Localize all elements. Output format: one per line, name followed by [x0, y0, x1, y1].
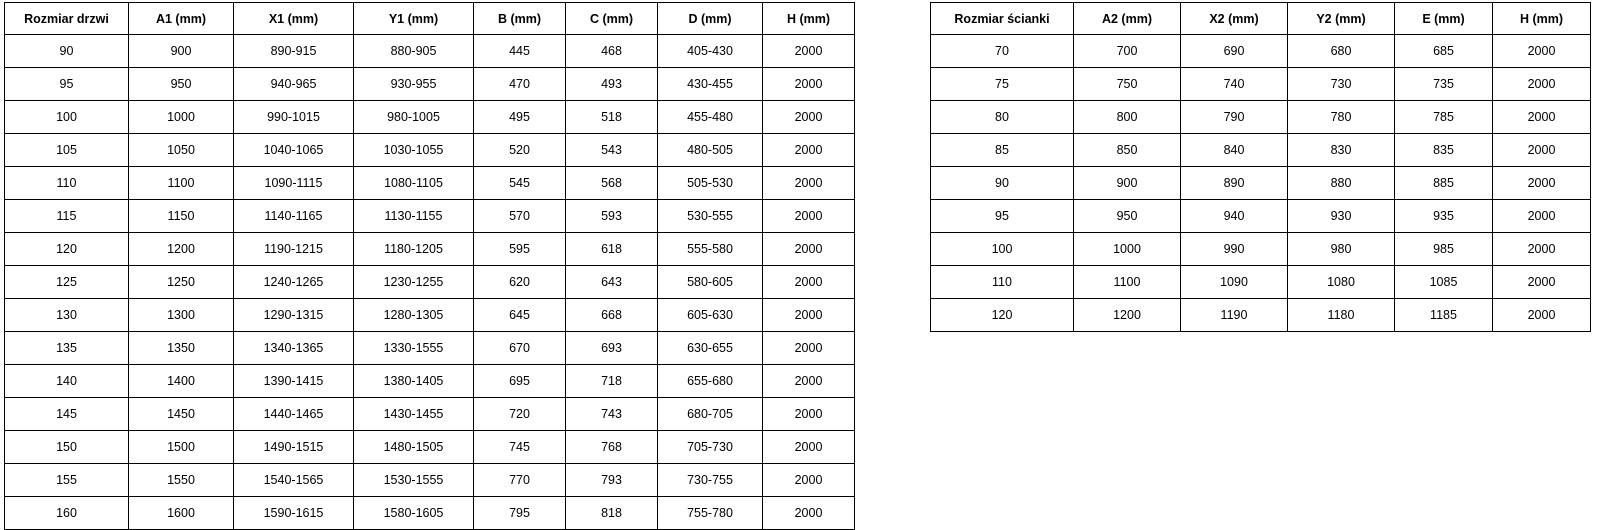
cell: 2000 [763, 266, 855, 299]
cell: 468 [566, 35, 658, 68]
cell: 1200 [129, 233, 234, 266]
cell: 593 [566, 200, 658, 233]
cell: 770 [474, 464, 566, 497]
cell: 1600 [129, 497, 234, 530]
cell: 580-605 [658, 266, 763, 299]
cell: 950 [129, 68, 234, 101]
table-row [5, 365, 855, 398]
cell: 880 [1288, 167, 1395, 200]
table-row [5, 332, 855, 365]
table-row [5, 134, 855, 167]
cell: 880-905 [354, 35, 474, 68]
cell: 1190 [1181, 299, 1288, 332]
cell: 2000 [763, 167, 855, 200]
table-row [5, 431, 855, 464]
table-row [931, 35, 1591, 68]
cell: 935 [1395, 200, 1493, 233]
cell: 1090 [1181, 266, 1288, 299]
table-row [5, 35, 855, 68]
cell: 1100 [129, 167, 234, 200]
cell: 705-730 [658, 431, 763, 464]
cell: 793 [566, 464, 658, 497]
cell: 493 [566, 68, 658, 101]
cell: 90 [5, 35, 129, 68]
cell: 110 [5, 167, 129, 200]
cell: 1240-1265 [234, 266, 354, 299]
cell: 643 [566, 266, 658, 299]
cell: 543 [566, 134, 658, 167]
cell: 695 [474, 365, 566, 398]
table-row [5, 200, 855, 233]
table-row [931, 200, 1591, 233]
cell: 1380-1405 [354, 365, 474, 398]
cell: 1530-1555 [354, 464, 474, 497]
cell: 768 [566, 431, 658, 464]
cell: 630-655 [658, 332, 763, 365]
cell: 2000 [1493, 233, 1591, 266]
cell: 1140-1165 [234, 200, 354, 233]
cell: 568 [566, 167, 658, 200]
cell: 740 [1181, 68, 1288, 101]
table-row [5, 299, 855, 332]
walls-table-header [931, 3, 1591, 35]
cell: 80 [931, 101, 1074, 134]
column-header-b: B (mm) [474, 3, 566, 35]
column-header-h: H (mm) [1493, 3, 1591, 35]
cell: 1580-1605 [354, 497, 474, 530]
cell: 555-580 [658, 233, 763, 266]
cell: 100 [5, 101, 129, 134]
table-row [931, 266, 1591, 299]
cell: 1080 [1288, 266, 1395, 299]
cell: 1030-1055 [354, 134, 474, 167]
doors-dimensions-table-container [4, 2, 855, 530]
cell: 160 [5, 497, 129, 530]
table-row [5, 233, 855, 266]
cell: 1490-1515 [234, 431, 354, 464]
cell: 1040-1065 [234, 134, 354, 167]
cell: 2000 [763, 365, 855, 398]
column-header-rozmiar-drzwi: Rozmiar drzwi [5, 3, 129, 35]
cell: 950 [1074, 200, 1181, 233]
cell: 105 [5, 134, 129, 167]
cell: 1130-1155 [354, 200, 474, 233]
doors-dimensions-table [4, 2, 855, 530]
table-row [5, 266, 855, 299]
table-row [931, 68, 1591, 101]
cell: 990-1015 [234, 101, 354, 134]
cell: 120 [5, 233, 129, 266]
column-header-y2: Y2 (mm) [1288, 3, 1395, 35]
cell: 690 [1181, 35, 1288, 68]
column-header-y1: Y1 (mm) [354, 3, 474, 35]
cell: 730 [1288, 68, 1395, 101]
cell: 2000 [1493, 266, 1591, 299]
cell: 668 [566, 299, 658, 332]
cell: 680-705 [658, 398, 763, 431]
table-header-row [931, 3, 1591, 35]
cell: 693 [566, 332, 658, 365]
cell: 2000 [763, 233, 855, 266]
cell: 890-915 [234, 35, 354, 68]
cell: 835 [1395, 134, 1493, 167]
table-row [5, 464, 855, 497]
cell: 680 [1288, 35, 1395, 68]
cell: 2000 [763, 35, 855, 68]
cell: 790 [1181, 101, 1288, 134]
cell: 1200 [1074, 299, 1181, 332]
column-header-c: C (mm) [566, 3, 658, 35]
cell: 1190-1215 [234, 233, 354, 266]
cell: 2000 [763, 134, 855, 167]
cell: 1180-1205 [354, 233, 474, 266]
cell: 985 [1395, 233, 1493, 266]
cell: 1290-1315 [234, 299, 354, 332]
cell: 120 [931, 299, 1074, 332]
cell: 1280-1305 [354, 299, 474, 332]
cell: 150 [5, 431, 129, 464]
walls-dimensions-table-container [930, 2, 1591, 332]
cell: 2000 [1493, 101, 1591, 134]
cell: 1550 [129, 464, 234, 497]
cell: 125 [5, 266, 129, 299]
column-header-d: D (mm) [658, 3, 763, 35]
cell: 1340-1365 [234, 332, 354, 365]
cell: 1180 [1288, 299, 1395, 332]
table-row [931, 134, 1591, 167]
cell: 2000 [763, 68, 855, 101]
cell: 720 [474, 398, 566, 431]
doors-table-header [5, 3, 855, 35]
walls-dimensions-table [930, 2, 1591, 332]
table-row [5, 68, 855, 101]
cell: 780 [1288, 101, 1395, 134]
cell: 930-955 [354, 68, 474, 101]
cell: 785 [1395, 101, 1493, 134]
cell: 1540-1565 [234, 464, 354, 497]
cell: 405-430 [658, 35, 763, 68]
table-row [931, 299, 1591, 332]
table-row [5, 497, 855, 530]
cell: 1300 [129, 299, 234, 332]
table-row [931, 101, 1591, 134]
cell: 1430-1455 [354, 398, 474, 431]
cell: 2000 [1493, 299, 1591, 332]
cell: 455-480 [658, 101, 763, 134]
cell: 1000 [1074, 233, 1181, 266]
cell: 900 [129, 35, 234, 68]
cell: 980 [1288, 233, 1395, 266]
cell: 2000 [1493, 134, 1591, 167]
cell: 130 [5, 299, 129, 332]
cell: 2000 [763, 464, 855, 497]
cell: 735 [1395, 68, 1493, 101]
table-row [5, 167, 855, 200]
cell: 1390-1415 [234, 365, 354, 398]
cell: 2000 [763, 332, 855, 365]
column-header-x2: X2 (mm) [1181, 3, 1288, 35]
cell: 155 [5, 464, 129, 497]
cell: 85 [931, 134, 1074, 167]
cell: 110 [931, 266, 1074, 299]
doors-table-body [5, 35, 855, 530]
cell: 135 [5, 332, 129, 365]
cell: 745 [474, 431, 566, 464]
cell: 530-555 [658, 200, 763, 233]
cell: 95 [931, 200, 1074, 233]
cell: 505-530 [658, 167, 763, 200]
cell: 850 [1074, 134, 1181, 167]
cell: 620 [474, 266, 566, 299]
cell: 830 [1288, 134, 1395, 167]
cell: 885 [1395, 167, 1493, 200]
cell: 545 [474, 167, 566, 200]
cell: 1440-1465 [234, 398, 354, 431]
cell: 930 [1288, 200, 1395, 233]
cell: 2000 [763, 431, 855, 464]
cell: 2000 [763, 299, 855, 332]
cell: 1085 [1395, 266, 1493, 299]
cell: 1250 [129, 266, 234, 299]
cell: 750 [1074, 68, 1181, 101]
cell: 470 [474, 68, 566, 101]
cell: 2000 [763, 101, 855, 134]
cell: 1050 [129, 134, 234, 167]
cell: 990 [1181, 233, 1288, 266]
cell: 2000 [763, 200, 855, 233]
column-header-a2: A2 (mm) [1074, 3, 1181, 35]
cell: 1330-1555 [354, 332, 474, 365]
column-header-e: E (mm) [1395, 3, 1493, 35]
cell: 755-780 [658, 497, 763, 530]
table-header-row [5, 3, 855, 35]
cell: 2000 [1493, 35, 1591, 68]
cell: 2000 [1493, 200, 1591, 233]
cell: 730-755 [658, 464, 763, 497]
cell: 2000 [763, 497, 855, 530]
cell: 670 [474, 332, 566, 365]
cell: 1080-1105 [354, 167, 474, 200]
cell: 940 [1181, 200, 1288, 233]
cell: 1450 [129, 398, 234, 431]
cell: 480-505 [658, 134, 763, 167]
cell: 645 [474, 299, 566, 332]
cell: 1350 [129, 332, 234, 365]
cell: 1090-1115 [234, 167, 354, 200]
cell: 795 [474, 497, 566, 530]
cell: 940-965 [234, 68, 354, 101]
cell: 495 [474, 101, 566, 134]
cell: 1150 [129, 200, 234, 233]
cell: 140 [5, 365, 129, 398]
cell: 800 [1074, 101, 1181, 134]
cell: 900 [1074, 167, 1181, 200]
cell: 1590-1615 [234, 497, 354, 530]
table-row [931, 233, 1591, 266]
cell: 2000 [1493, 68, 1591, 101]
cell: 890 [1181, 167, 1288, 200]
column-header-x1: X1 (mm) [234, 3, 354, 35]
cell: 818 [566, 497, 658, 530]
cell: 445 [474, 35, 566, 68]
cell: 70 [931, 35, 1074, 68]
walls-table-body [931, 35, 1591, 332]
cell: 75 [931, 68, 1074, 101]
cell: 1500 [129, 431, 234, 464]
cell: 1100 [1074, 266, 1181, 299]
table-row [5, 398, 855, 431]
cell: 840 [1181, 134, 1288, 167]
cell: 618 [566, 233, 658, 266]
column-header-rozmiar-scianki: Rozmiar ścianki [931, 3, 1074, 35]
cell: 90 [931, 167, 1074, 200]
cell: 700 [1074, 35, 1181, 68]
cell: 1185 [1395, 299, 1493, 332]
cell: 520 [474, 134, 566, 167]
cell: 518 [566, 101, 658, 134]
cell: 2000 [763, 398, 855, 431]
cell: 655-680 [658, 365, 763, 398]
cell: 570 [474, 200, 566, 233]
cell: 1480-1505 [354, 431, 474, 464]
cell: 743 [566, 398, 658, 431]
cell: 595 [474, 233, 566, 266]
cell: 980-1005 [354, 101, 474, 134]
cell: 2000 [1493, 167, 1591, 200]
cell: 1000 [129, 101, 234, 134]
cell: 685 [1395, 35, 1493, 68]
cell: 145 [5, 398, 129, 431]
cell: 95 [5, 68, 129, 101]
cell: 100 [931, 233, 1074, 266]
cell: 1400 [129, 365, 234, 398]
cell: 430-455 [658, 68, 763, 101]
column-header-a1: A1 (mm) [129, 3, 234, 35]
cell: 115 [5, 200, 129, 233]
cell: 1230-1255 [354, 266, 474, 299]
table-row [931, 167, 1591, 200]
cell: 718 [566, 365, 658, 398]
table-row [5, 101, 855, 134]
column-header-h: H (mm) [763, 3, 855, 35]
cell: 605-630 [658, 299, 763, 332]
